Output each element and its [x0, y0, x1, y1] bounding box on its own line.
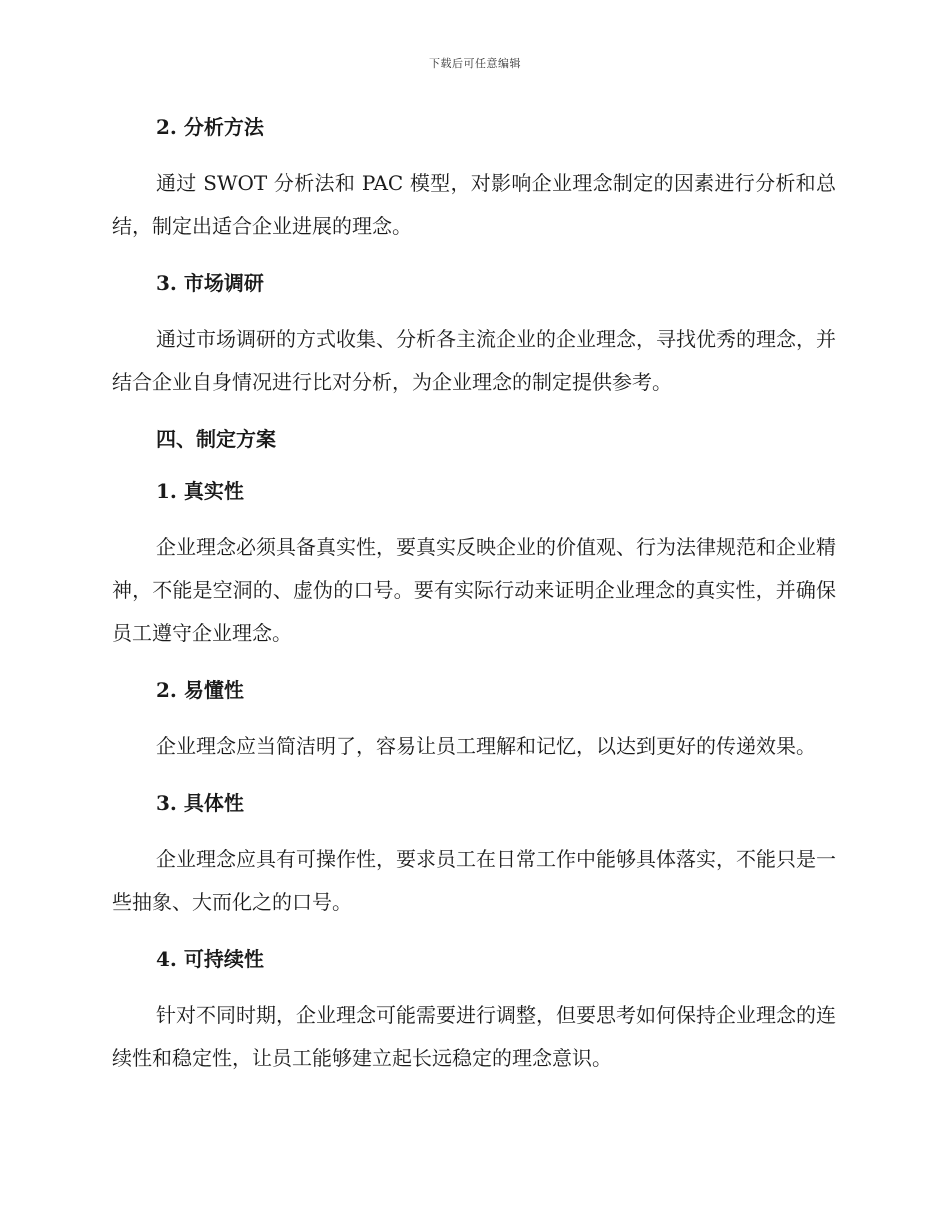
paragraph-analysis-method: 通过 SWOT 分析法和 PAC 模型，对影响企业理念制定的因素进行分析和总结，制定出适合企业进展的理念。 — [112, 171, 836, 238]
paragraph-concreteness: 企业理念应具有可操作性，要求员工在日常工作中能够具体落实，不能只是一些抽象、大而化之的口号。 — [112, 847, 836, 914]
section-heading-concreteness: 3. 具体性 — [156, 791, 244, 815]
section-heading-understandability: 2. 易懂性 — [156, 678, 244, 702]
section-heading-authenticity: 1. 真实性 — [156, 479, 244, 503]
section-heading-sustainability: 4. 可持续性 — [156, 947, 264, 971]
paragraph-authenticity: 企业理念必须具备真实性，要真实反映企业的价值观、行为法律规范和企业精神，不能是空洞的、虚伪的口号。要有实际行动来证明企业理念的真实性，并确保员工遵守企业理念。 — [112, 535, 836, 645]
paragraph-sustainability: 针对不同时期，企业理念可能需要进行调整，但要思考如何保持企业理念的连续性和稳定性，让员工能够建立起长远稳定的理念意识。 — [112, 1003, 836, 1070]
paragraph-market-research: 通过市场调研的方式收集、分析各主流企业的企业理念，寻找优秀的理念，并结合企业自身情况进行比对分析，为企业理念的制定提供参考。 — [112, 327, 836, 394]
document-body — [112, 110, 836, 1098]
paragraph-understandability: 企业理念应当简洁明了，容易让员工理解和记忆，以达到更好的传递效果。 — [156, 734, 816, 758]
section-heading-market-research: 3. 市场调研 — [156, 271, 264, 295]
section-heading-analysis-method: 2. 分析方法 — [156, 115, 264, 139]
page-header: 下载后可任意编辑 — [429, 57, 521, 70]
chapter-heading-plan: 四、制定方案 — [156, 427, 276, 451]
